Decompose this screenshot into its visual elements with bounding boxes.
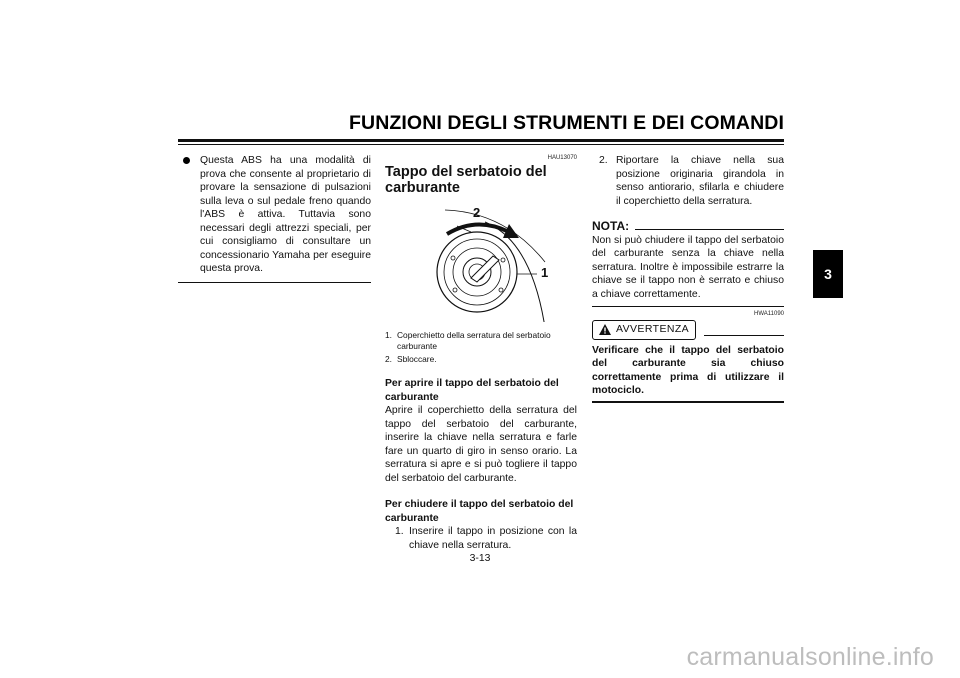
callout-2: 2 [473, 205, 481, 220]
nota-text: Non si può chiudere il tappo del serbatoio del carburante senza la chiave nella serratura. Inoltre è impossibile estrarre la chiave se il tappo non è serrato e chiuso a chiave correttamente. [592, 234, 784, 300]
warning-code: HWA11090 [753, 311, 784, 317]
open-text: Aprire il coperchietto della serratura del tappo del serbatoio del carburante, inserire la chiave nella serratura e farle fare un quarto di giro in senso orario. La serratura si apre e si può togliere il tappo del serbatoio del carburante. [385, 405, 577, 484]
chapter-tab: 3 [813, 250, 843, 298]
nota-end-rule [592, 306, 784, 307]
fuel-cap-drawing-icon [385, 202, 577, 322]
warning-end-rule [592, 401, 784, 403]
section-heading: Tappo del serbatoio del carburante [385, 164, 547, 196]
column-3 [592, 154, 784, 403]
warning-text: Verificare che il tappo del serbatoio del carburante sia chiuso correttamente prima di utilizzare il motociclo. [592, 344, 784, 396]
caption-item: 1. Coperchietto della serratura del serbatoio carburante [385, 330, 551, 351]
warning-label: AVVERTENZA [616, 323, 690, 335]
column-2 [385, 154, 577, 552]
section-code: HAU13070 [547, 155, 577, 161]
bullet-text: Questa ABS ha una modalità di prova che consente al proprietario di provare la sensazione di pulsazioni sulla leva o sul pedale freno quando l'ABS è attiva. Tuttavia sono necessari degli attrezzi speciali, per cui consigliamo di consultare un concessionario Yamaha per eseguire questa prova. [200, 155, 371, 274]
nota-rule [635, 229, 784, 230]
page-header-title: FUNZIONI DEGLI STRUMENTI E DEI COMANDI [349, 112, 784, 134]
open-heading: Per aprire il tappo del serbatoio del carburante [385, 378, 559, 403]
section-end-rule [178, 282, 371, 283]
caption-item: 2. Sbloccare. [385, 354, 437, 364]
nota-heading [592, 220, 784, 234]
header-rule-thick [178, 139, 784, 142]
step-2: 2. Riportare la chiave nella sua posizione originaria girandola in senso antiorario, sfilarla e chiudere il coperchietto della serratura. [599, 155, 784, 207]
bullet-item [178, 154, 371, 276]
header-rule-thin [178, 144, 784, 145]
warning-heading [592, 320, 784, 340]
step-1: 1. Inserire il tappo in posizione con la chiave nella serratura. [395, 526, 577, 551]
nota-label: NOTA: [592, 219, 630, 233]
warning-triangle-icon [599, 324, 611, 335]
page-number: 3-13 [469, 553, 491, 564]
watermark: carmanualsonline.info [686, 643, 934, 671]
close-heading: Per chiudere il tappo del serbatoio del carburante [385, 499, 574, 524]
fuel-cap-illustration [385, 202, 577, 322]
callout-1: 1 [541, 265, 549, 280]
warning-label-box [592, 320, 696, 340]
column-1 [178, 154, 371, 283]
bullet-dot-icon [183, 157, 190, 164]
figure-caption [385, 330, 577, 365]
warning-rule [704, 335, 784, 336]
